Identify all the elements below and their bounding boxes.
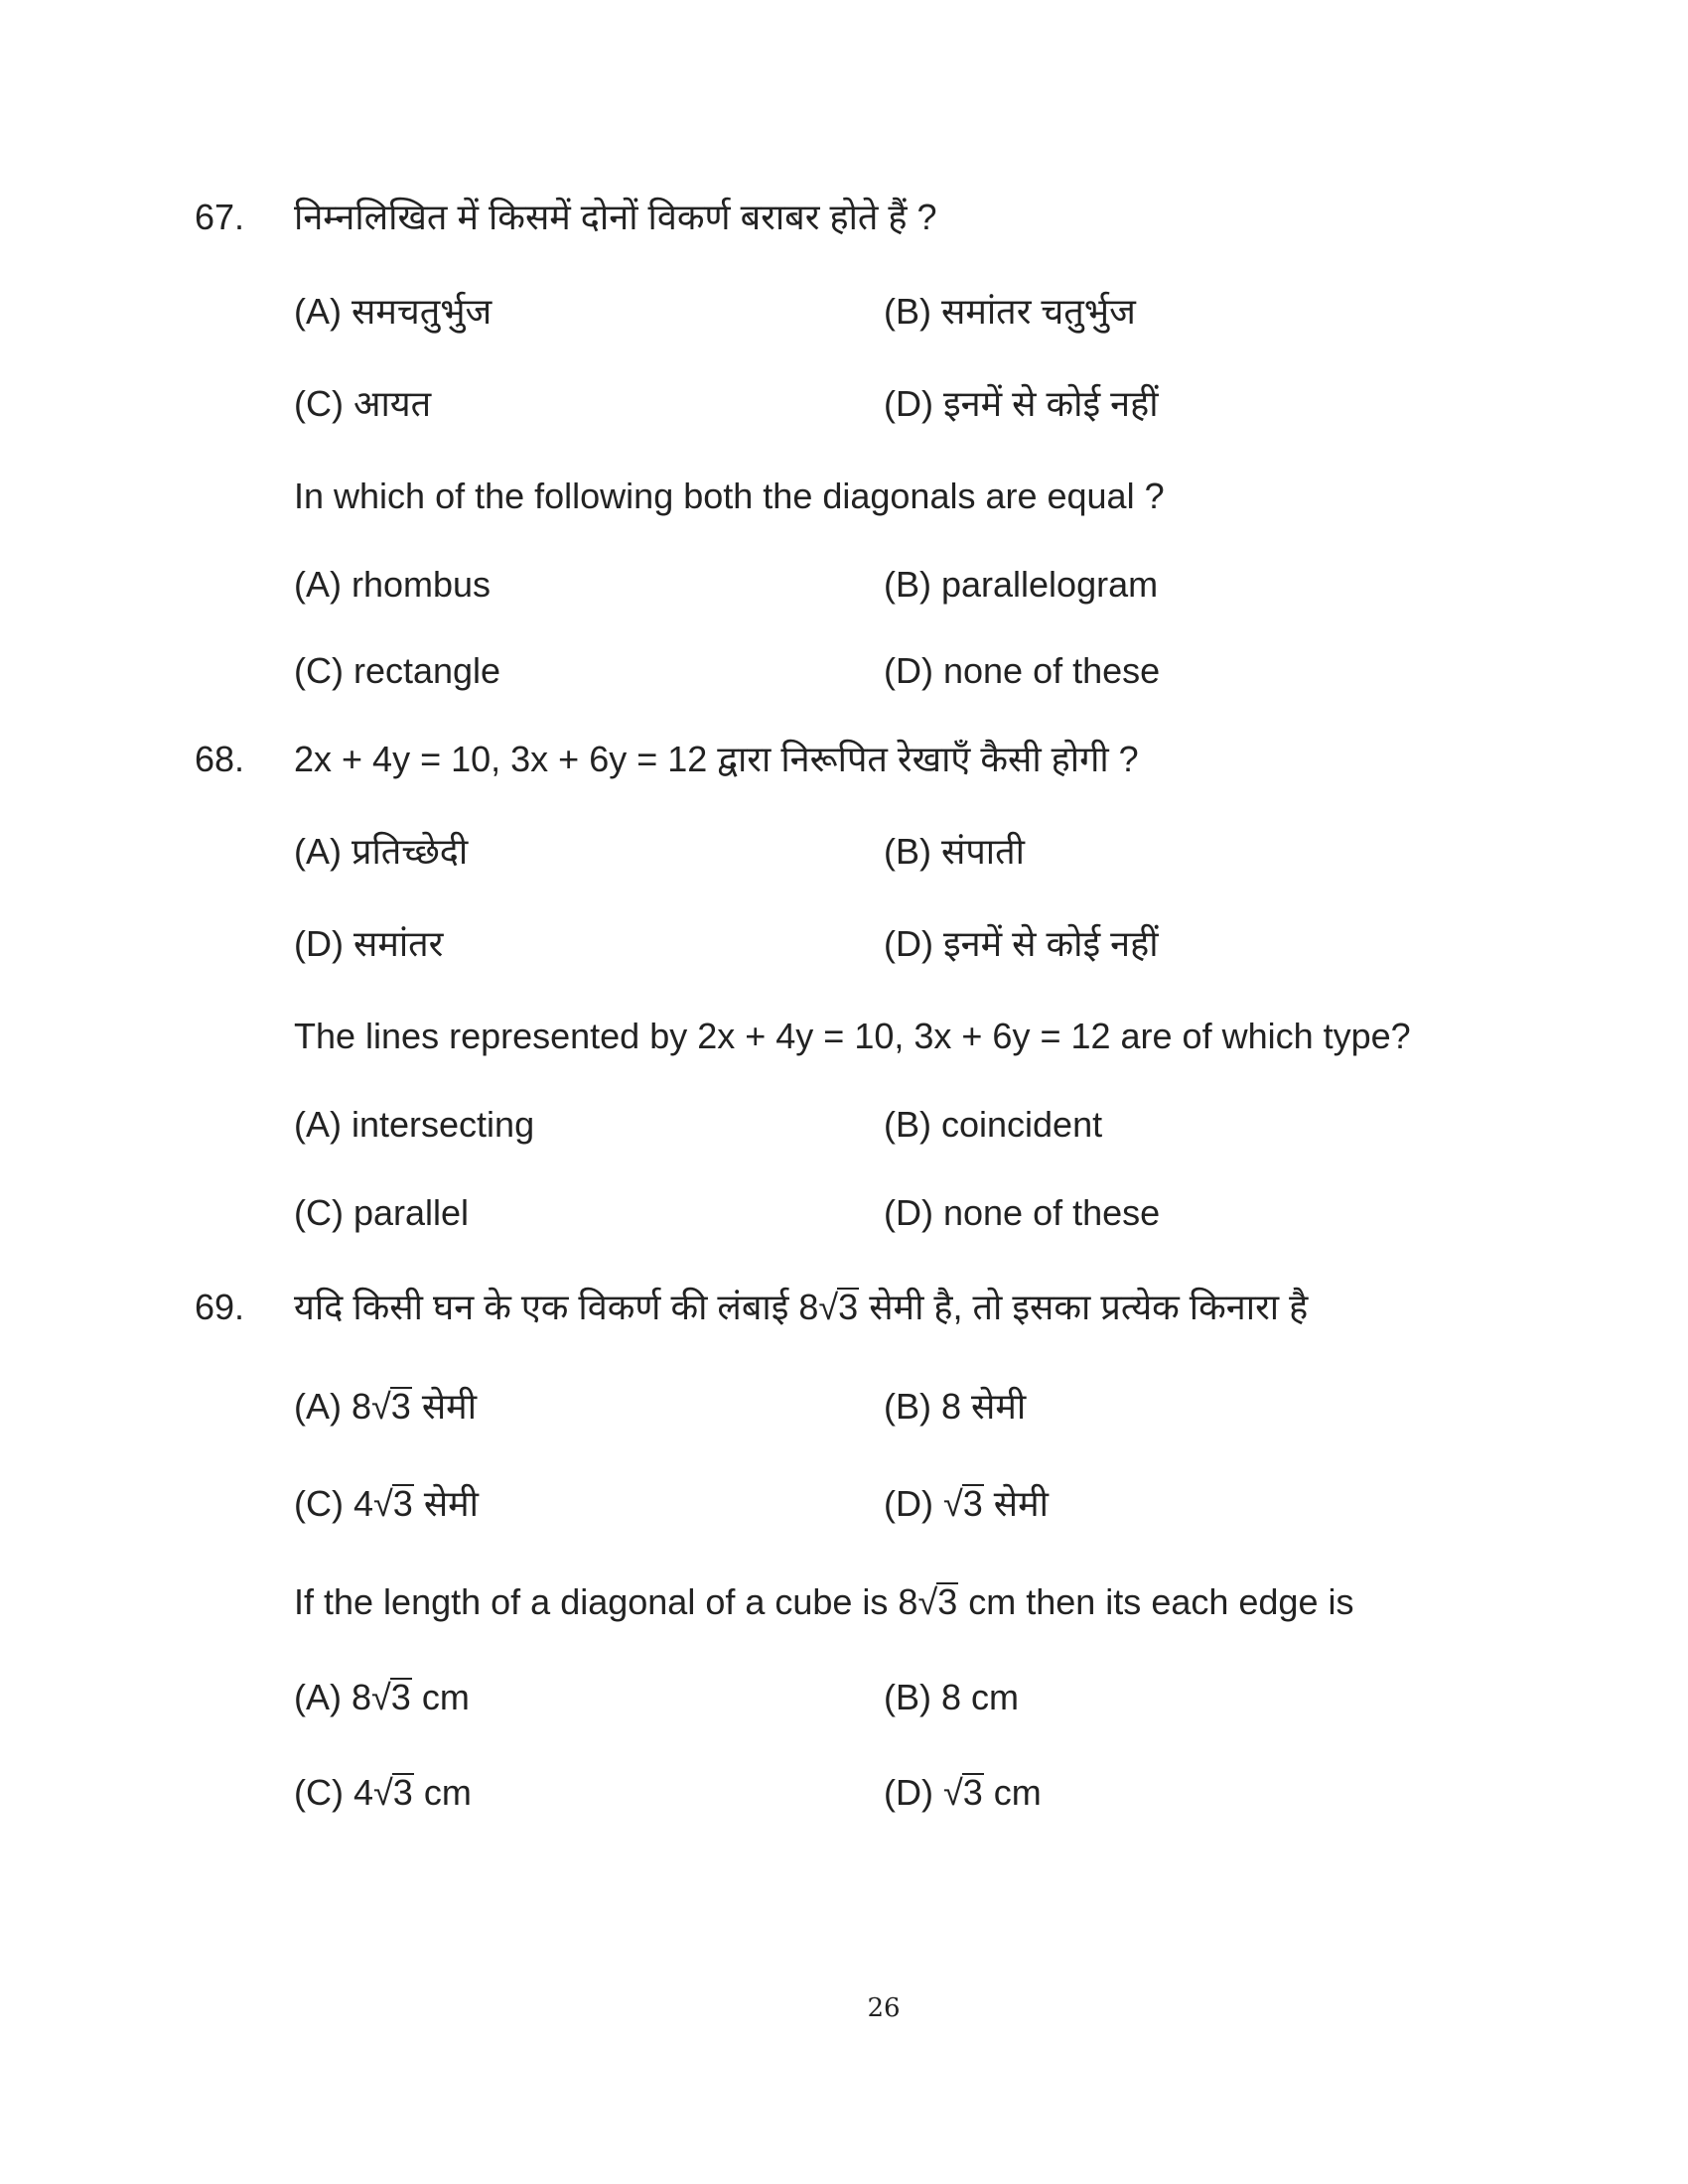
option-d-hindi: (D) इनमें से कोई नहीं xyxy=(884,923,1159,964)
text: cm then its each edge is xyxy=(958,1581,1354,1622)
option-a-hindi: (A) समचतुर्भुज xyxy=(294,291,492,332)
text: 8 सेमी xyxy=(941,1386,1027,1427)
text: cm xyxy=(983,1772,1042,1813)
option-label: (A) xyxy=(294,1386,352,1427)
option-a-hindi: (A) प्रतिच्छेदी xyxy=(294,831,469,872)
radicand: 3 xyxy=(962,1483,983,1524)
text: cm xyxy=(411,1677,470,1717)
text: 8 cm xyxy=(941,1677,1020,1717)
option-label: (D) xyxy=(884,1483,943,1524)
question-text-english: The lines represented by 2x + 4y = 10, 3x + 6y = 12 are of which type? xyxy=(294,1016,1411,1056)
option-b-hindi: (B) संपाती xyxy=(884,831,1025,872)
radicand: 3 xyxy=(962,1772,983,1813)
question-number: 67. xyxy=(195,197,245,237)
sqrt-icon: √ xyxy=(917,1581,938,1622)
option-a-english: (A) rhombus xyxy=(294,564,492,605)
option-b-english: (B) parallelogram xyxy=(884,564,1159,605)
option-a-english: (A) intersecting xyxy=(294,1104,535,1145)
option-d-hindi xyxy=(884,1479,1049,1529)
sqrt-icon: √ xyxy=(371,1677,391,1717)
option-b-hindi: (B) समांतर चतुर्भुज xyxy=(884,291,1136,332)
radicand: 3 xyxy=(392,1483,413,1524)
question-number: 68. xyxy=(195,739,245,779)
text: 8 xyxy=(352,1677,372,1717)
option-c-hindi xyxy=(294,1479,479,1529)
option-b-english: (B) coincident xyxy=(884,1104,1103,1145)
sqrt-icon: √ xyxy=(373,1483,393,1524)
text: सेमी है, तो इसका प्रत्येक किनारा है xyxy=(859,1287,1309,1327)
option-c-english: (C) parallel xyxy=(294,1192,470,1233)
radicand: 3 xyxy=(937,1581,958,1622)
page-number: 26 xyxy=(867,1993,901,2023)
text: 4 xyxy=(352,1772,374,1813)
radicand: 3 xyxy=(838,1287,859,1327)
question-text-english: In which of the following both the diagonals are equal ? xyxy=(294,476,1165,516)
option-c-hindi: (D) समांतर xyxy=(294,923,444,964)
option-a-english xyxy=(294,1673,470,1722)
text: सेमी xyxy=(413,1483,480,1524)
radicand: 3 xyxy=(392,1772,413,1813)
option-d-english: (D) none of these xyxy=(884,650,1161,691)
option-label: (B) xyxy=(884,1677,941,1717)
sqrt-icon: √ xyxy=(371,1386,391,1427)
option-label: (D) xyxy=(884,1772,943,1813)
option-c-english: (C) rectangle xyxy=(294,650,501,691)
text: If the length of a diagonal of a cube is 8 xyxy=(294,1581,918,1622)
option-d-english xyxy=(884,1768,1042,1818)
option-d-english: (D) none of these xyxy=(884,1192,1161,1233)
question-text-hindi: निम्नलिखित में किसमें दोनों विकर्ण बराबर होते हैं ? xyxy=(294,197,937,237)
question-number: 69. xyxy=(195,1287,245,1327)
text: 4 xyxy=(352,1483,374,1524)
sqrt-icon: √ xyxy=(942,1483,963,1524)
question-text-english xyxy=(294,1577,1353,1627)
question-text-hindi xyxy=(294,1283,1308,1332)
text: सेमी xyxy=(411,1386,478,1427)
text: सेमी xyxy=(983,1483,1049,1524)
sqrt-icon: √ xyxy=(818,1287,839,1327)
option-b-english xyxy=(884,1673,1019,1722)
radicand: 3 xyxy=(390,1386,411,1427)
text: यदि किसी घन के एक विकर्ण की लंबाई 8 xyxy=(294,1287,819,1327)
option-c-english xyxy=(294,1768,472,1818)
sqrt-icon: √ xyxy=(942,1772,963,1813)
question-text-hindi: 2x + 4y = 10, 3x + 6y = 12 द्वारा निरूपित रेखाएँ कैसी होगी ? xyxy=(294,739,1139,779)
sqrt-icon: √ xyxy=(373,1772,393,1813)
radicand: 3 xyxy=(390,1677,411,1717)
option-d-hindi: (D) इनमें से कोई नहीं xyxy=(884,383,1159,424)
option-label: (C) xyxy=(294,1483,353,1524)
option-label: (B) xyxy=(884,1386,941,1427)
option-label: (C) xyxy=(294,1772,353,1813)
text: 8 xyxy=(352,1386,372,1427)
option-c-hindi: (C) आयत xyxy=(294,383,432,424)
text: cm xyxy=(413,1772,472,1813)
option-label: (A) xyxy=(294,1677,352,1717)
option-b-hindi xyxy=(884,1382,1026,1432)
option-a-hindi xyxy=(294,1382,477,1432)
